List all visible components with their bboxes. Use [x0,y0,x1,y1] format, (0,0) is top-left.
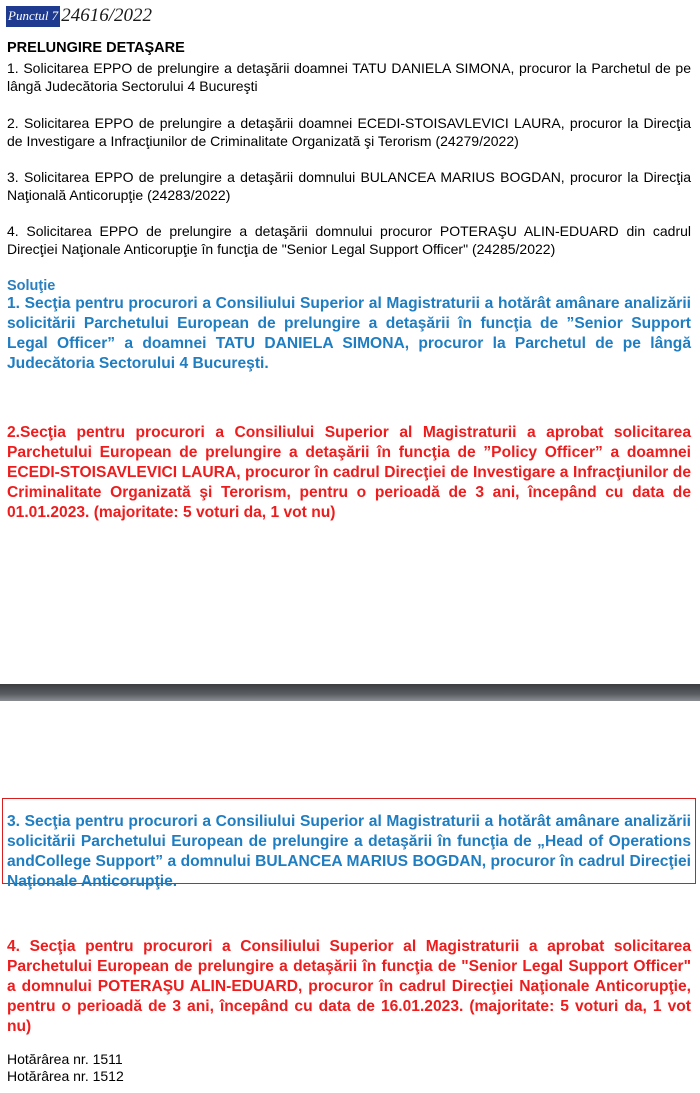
request-2: 2. Solicitarea EPPO de prelungire a detaşării doamnei ECEDI-STOISAVLEVICI LAURA, procuror la Direcţia de Investigare a Infracţiunilor de Criminalitate Organizată şi Terorism (24279/2022) [7,115,691,149]
request-4: 4. Solicitarea EPPO de prelungire a detaşării domnului procuror POTERAŞU ALIN-EDUARD din cadrul Direcţiei Naţionale Anticorupţie în funcţia de "Senior Legal Support Officer" (24285/2022) [7,223,691,257]
page-separator [0,684,700,701]
solution-4: 4. Secţia pentru procurori a Consiliului Superior al Magistraturii a aprobat solicitarea Parchetului European de prelungire a detaşării în funcţia de "Senior Legal Support Officer" a domnului POTERAŞU ALIN-EDUARD, procuror în cadrul Direcţiei Naţionale Anticorupţie, pentru o perioadă de 3 ani, începând cu data de 16.01.2023. (majoritate: 5 voturi da, 1 vot nu) [7,938,691,1035]
decision-1511: Hotărârea nr. 1511 [7,1051,123,1067]
case-number: 24616/2022 [61,5,152,26]
item-label-badge: Punctul 7 [6,6,60,27]
request-1: 1. Solicitarea EPPO de prelungire a detaşării doamnei TATU DANIELA SIMONA, procuror la Parchetul de pe lângă Judecătoria Sectorului 4 Bucureşti [7,60,691,94]
solution-3: 3. Secţia pentru procurori a Consiliului Superior al Magistraturii a hotărât amânare analizării solicitării Parchetului European de prelungire a detaşării în funcţia de „Head of Operations andCollege Support” a domnului BULANCEA MARIUS BOGDAN, procuror în cadrul Direcţiei Naţionale Anticorupţie. [7,813,691,890]
section-title: PRELUNGIRE DETAŞARE [7,40,185,56]
document-page-2 [0,701,700,1093]
agenda-item-heading [6,5,152,27]
decision-1512: Hotărârea nr. 1512 [7,1068,124,1084]
request-3: 3. Solicitarea EPPO de prelungire a detaşării domnului BULANCEA MARIUS BOGDAN, procuror la Direcţia Naţională Anticorupţie (24283/2022) [7,169,691,203]
solution-label: Soluţie [7,278,56,294]
solution-2: 2.Secţia pentru procurori a Consiliului Superior al Magistraturii a aprobat solicitarea Parchetului European de prelungire a detaşării în funcţia de ”Policy Officer” a doamnei ECEDI-STOISAVLEVICI LAURA, procuror în cadrul Direcţiei de Investigare a Infracţiunilor de Criminalitate Organizată şi Terorism, pentru o perioadă de 3 ani, începând cu data de 01.01.2023. (majoritate: 5 voturi da, 1 vot nu) [7,424,691,521]
solution-1: 1. Secţia pentru procurori a Consiliului Superior al Magistraturii a hotărât amânare analizării solicitării Parchetului European de prelungire a detaşării în funcţia de ”Senior Support Legal Officer” a doamnei TATU DANIELA SIMONA, procuror la Parchetul de pe lângă Judecătoria Sectorului 4 Bucureşti. [7,295,691,372]
